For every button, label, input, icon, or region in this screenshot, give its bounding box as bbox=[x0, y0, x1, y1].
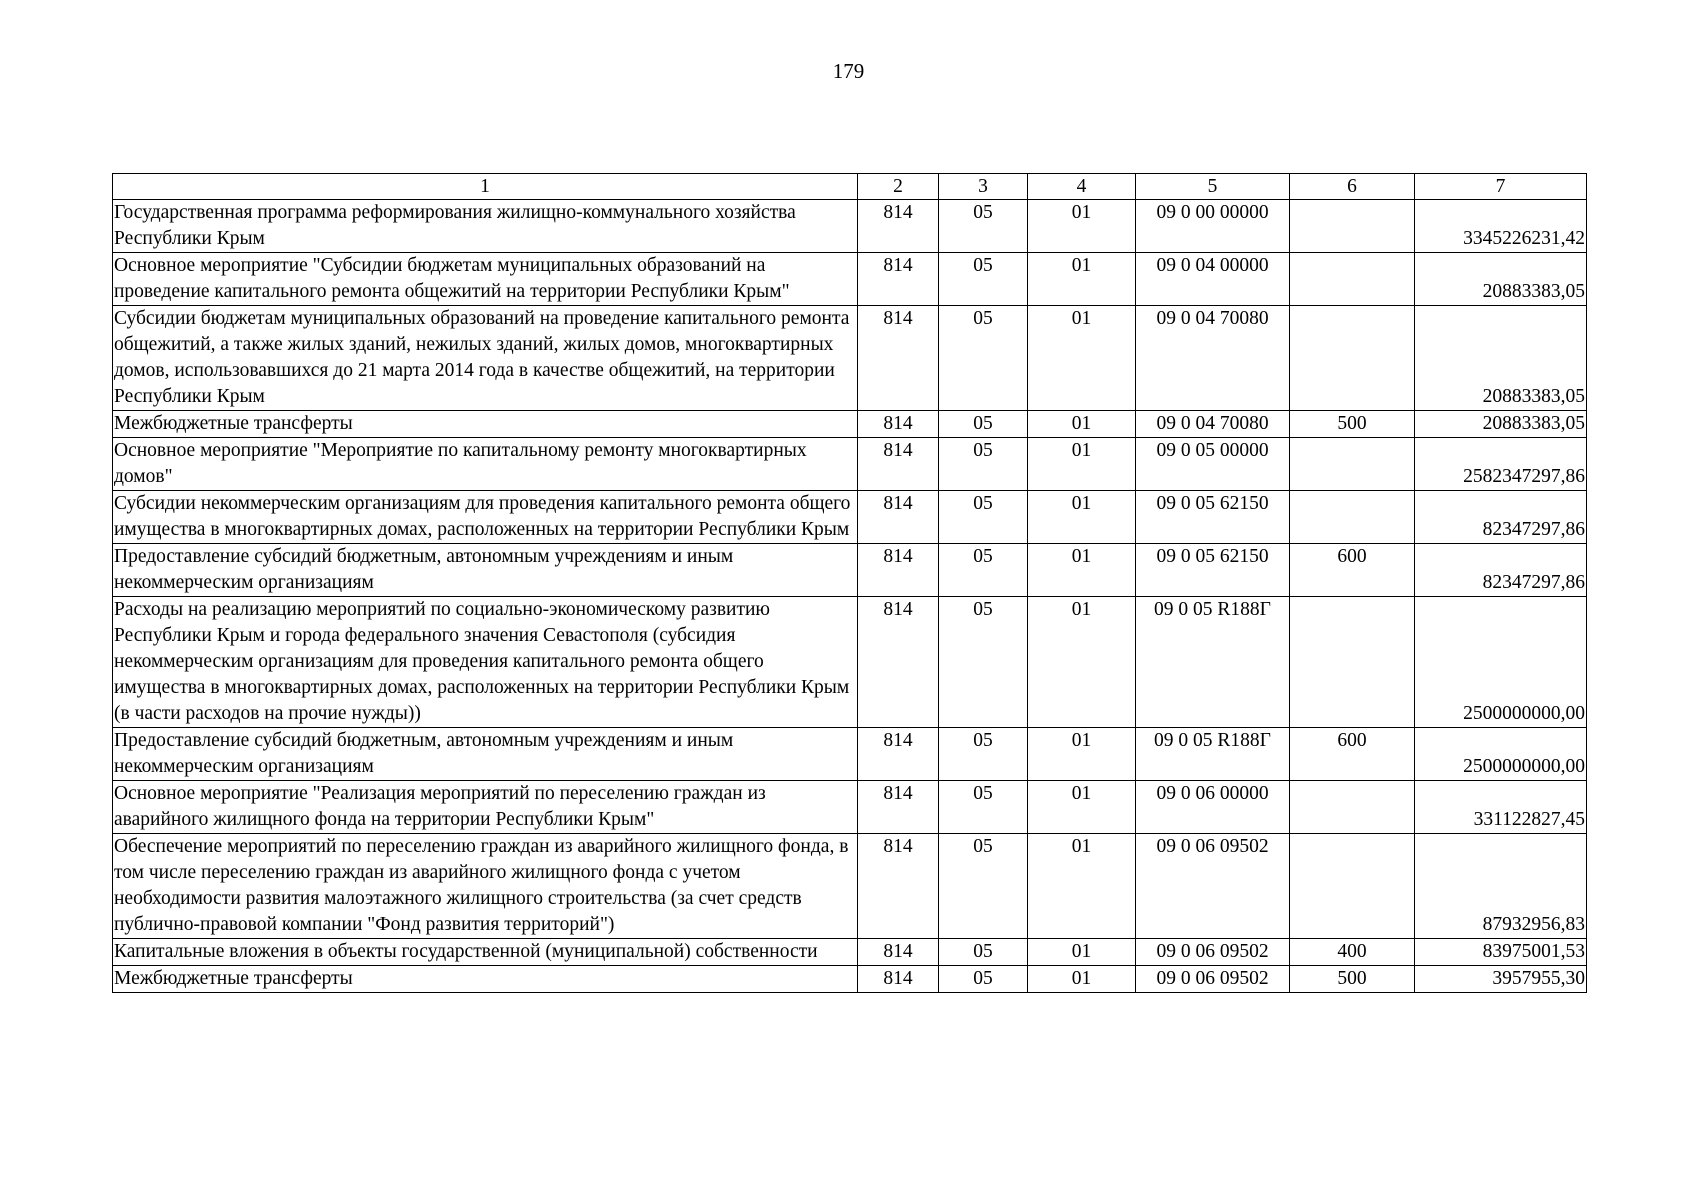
row-name-cell: Обеспечение мероприятий по переселению граждан из аварийного жилищного фонда, в том числе переселению граждан из аварийного жилищного фонда с учетом необходимости развития малоэтажного жилищного строительства (за счет средств публично-правовой компании "Фонд развития территорий") bbox=[113, 834, 858, 939]
target-article-cell: 09 0 05 R188Г bbox=[1136, 728, 1290, 781]
row-name-cell: Предоставление субсидий бюджетным, автономным учреждениям и иным некоммерческим организациям bbox=[113, 728, 858, 781]
row-name-cell: Основное мероприятие "Реализация мероприятий по переселению граждан из аварийного жилищного фонда на территории Республики Крым" bbox=[113, 781, 858, 834]
target-article-cell: 09 0 00 00000 bbox=[1136, 200, 1290, 253]
expense-type-cell bbox=[1290, 491, 1415, 544]
amount-cell: 2582347297,86 bbox=[1415, 438, 1587, 491]
amount-cell: 82347297,86 bbox=[1415, 544, 1587, 597]
table-row bbox=[113, 544, 1587, 597]
subsection-code-cell: 01 bbox=[1028, 728, 1136, 781]
target-article-cell: 09 0 06 00000 bbox=[1136, 781, 1290, 834]
row-name-cell: Основное мероприятие "Мероприятие по капитальному ремонту многоквартирных домов" bbox=[113, 438, 858, 491]
grbs-code-cell: 814 bbox=[858, 939, 939, 966]
amount-cell: 83975001,53 bbox=[1415, 939, 1587, 966]
amount-cell: 331122827,45 bbox=[1415, 781, 1587, 834]
row-name-cell: Предоставление субсидий бюджетным, автономным учреждениям и иным некоммерческим организациям bbox=[113, 544, 858, 597]
table-row bbox=[113, 411, 1587, 438]
grbs-code-cell: 814 bbox=[858, 728, 939, 781]
column-header: 1 bbox=[113, 174, 858, 200]
table-row bbox=[113, 253, 1587, 306]
expense-type-cell bbox=[1290, 597, 1415, 728]
expense-type-cell bbox=[1290, 781, 1415, 834]
subsection-code-cell: 01 bbox=[1028, 306, 1136, 411]
column-header: 6 bbox=[1290, 174, 1415, 200]
section-code-cell: 05 bbox=[939, 491, 1028, 544]
column-header: 7 bbox=[1415, 174, 1587, 200]
amount-cell: 20883383,05 bbox=[1415, 411, 1587, 438]
subsection-code-cell: 01 bbox=[1028, 438, 1136, 491]
amount-cell: 3957955,30 bbox=[1415, 966, 1587, 993]
amount-cell: 20883383,05 bbox=[1415, 306, 1587, 411]
row-name-cell: Расходы на реализацию мероприятий по социально-экономическому развитию Республики Крым и города федерального значения Севастополя (субсидия некоммерческим организациям для проведения капитального ремонта общего имущества в многоквартирных домах, расположенных на территории Республики Крым (в части расходов на прочие нужды)) bbox=[113, 597, 858, 728]
column-header: 4 bbox=[1028, 174, 1136, 200]
table-row bbox=[113, 200, 1587, 253]
grbs-code-cell: 814 bbox=[858, 781, 939, 834]
table-row bbox=[113, 306, 1587, 411]
column-header: 3 bbox=[939, 174, 1028, 200]
section-code-cell: 05 bbox=[939, 939, 1028, 966]
expense-type-cell: 600 bbox=[1290, 544, 1415, 597]
section-code-cell: 05 bbox=[939, 781, 1028, 834]
expense-type-cell bbox=[1290, 200, 1415, 253]
section-code-cell: 05 bbox=[939, 200, 1028, 253]
subsection-code-cell: 01 bbox=[1028, 200, 1136, 253]
row-name-cell: Субсидии бюджетам муниципальных образований на проведение капитального ремонта общежитий, а также жилых зданий, нежилых зданий, жилых домов, многоквартирных домов, использовавшихся до 21 марта 2014 года в качестве общежитий, на территории Республики Крым bbox=[113, 306, 858, 411]
table-row bbox=[113, 966, 1587, 993]
expense-type-cell: 500 bbox=[1290, 411, 1415, 438]
section-code-cell: 05 bbox=[939, 306, 1028, 411]
grbs-code-cell: 814 bbox=[858, 491, 939, 544]
grbs-code-cell: 814 bbox=[858, 544, 939, 597]
row-name-cell: Основное мероприятие "Субсидии бюджетам муниципальных образований на проведение капитального ремонта общежитий на территории Республики Крым" bbox=[113, 253, 858, 306]
row-name-cell: Межбюджетные трансферты bbox=[113, 411, 858, 438]
row-name-cell: Межбюджетные трансферты bbox=[113, 966, 858, 993]
grbs-code-cell: 814 bbox=[858, 597, 939, 728]
subsection-code-cell: 01 bbox=[1028, 411, 1136, 438]
expense-type-cell: 600 bbox=[1290, 728, 1415, 781]
row-name-cell: Капитальные вложения в объекты государственной (муниципальной) собственности bbox=[113, 939, 858, 966]
table-row bbox=[113, 728, 1587, 781]
expense-type-cell bbox=[1290, 438, 1415, 491]
expense-type-cell bbox=[1290, 306, 1415, 411]
column-header: 2 bbox=[858, 174, 939, 200]
target-article-cell: 09 0 05 R188Г bbox=[1136, 597, 1290, 728]
target-article-cell: 09 0 04 00000 bbox=[1136, 253, 1290, 306]
row-name-cell: Государственная программа реформирования жилищно-коммунального хозяйства Республики Крым bbox=[113, 200, 858, 253]
expense-type-cell: 500 bbox=[1290, 966, 1415, 993]
section-code-cell: 05 bbox=[939, 411, 1028, 438]
target-article-cell: 09 0 06 09502 bbox=[1136, 966, 1290, 993]
subsection-code-cell: 01 bbox=[1028, 253, 1136, 306]
amount-cell: 2500000000,00 bbox=[1415, 597, 1587, 728]
grbs-code-cell: 814 bbox=[858, 411, 939, 438]
grbs-code-cell: 814 bbox=[858, 200, 939, 253]
section-code-cell: 05 bbox=[939, 253, 1028, 306]
budget-table bbox=[112, 173, 1587, 993]
grbs-code-cell: 814 bbox=[858, 306, 939, 411]
target-article-cell: 09 0 06 09502 bbox=[1136, 834, 1290, 939]
section-code-cell: 05 bbox=[939, 438, 1028, 491]
amount-cell: 2500000000,00 bbox=[1415, 728, 1587, 781]
subsection-code-cell: 01 bbox=[1028, 966, 1136, 993]
target-article-cell: 09 0 05 00000 bbox=[1136, 438, 1290, 491]
subsection-code-cell: 01 bbox=[1028, 491, 1136, 544]
subsection-code-cell: 01 bbox=[1028, 781, 1136, 834]
target-article-cell: 09 0 04 70080 bbox=[1136, 306, 1290, 411]
page-number: 179 bbox=[832, 59, 865, 83]
grbs-code-cell: 814 bbox=[858, 253, 939, 306]
subsection-code-cell: 01 bbox=[1028, 939, 1136, 966]
target-article-cell: 09 0 06 09502 bbox=[1136, 939, 1290, 966]
table-row bbox=[113, 491, 1587, 544]
expense-type-cell bbox=[1290, 834, 1415, 939]
target-article-cell: 09 0 05 62150 bbox=[1136, 491, 1290, 544]
subsection-code-cell: 01 bbox=[1028, 544, 1136, 597]
subsection-code-cell: 01 bbox=[1028, 597, 1136, 728]
table-row bbox=[113, 781, 1587, 834]
grbs-code-cell: 814 bbox=[858, 438, 939, 491]
row-name-cell: Субсидии некоммерческим организациям для проведения капитального ремонта общего имущества в многоквартирных домах, расположенных на территории Республики Крым bbox=[113, 491, 858, 544]
table-row bbox=[113, 834, 1587, 939]
amount-cell: 87932956,83 bbox=[1415, 834, 1587, 939]
header-row bbox=[113, 174, 1587, 200]
grbs-code-cell: 814 bbox=[858, 834, 939, 939]
expense-type-cell bbox=[1290, 253, 1415, 306]
amount-cell: 20883383,05 bbox=[1415, 253, 1587, 306]
subsection-code-cell: 01 bbox=[1028, 834, 1136, 939]
column-header: 5 bbox=[1136, 174, 1290, 200]
table-row bbox=[113, 939, 1587, 966]
section-code-cell: 05 bbox=[939, 966, 1028, 993]
section-code-cell: 05 bbox=[939, 834, 1028, 939]
amount-cell: 82347297,86 bbox=[1415, 491, 1587, 544]
target-article-cell: 09 0 04 70080 bbox=[1136, 411, 1290, 438]
expense-type-cell: 400 bbox=[1290, 939, 1415, 966]
section-code-cell: 05 bbox=[939, 597, 1028, 728]
target-article-cell: 09 0 05 62150 bbox=[1136, 544, 1290, 597]
table-row bbox=[113, 438, 1587, 491]
section-code-cell: 05 bbox=[939, 544, 1028, 597]
section-code-cell: 05 bbox=[939, 728, 1028, 781]
grbs-code-cell: 814 bbox=[858, 966, 939, 993]
amount-cell: 3345226231,42 bbox=[1415, 200, 1587, 253]
table-row bbox=[113, 597, 1587, 728]
